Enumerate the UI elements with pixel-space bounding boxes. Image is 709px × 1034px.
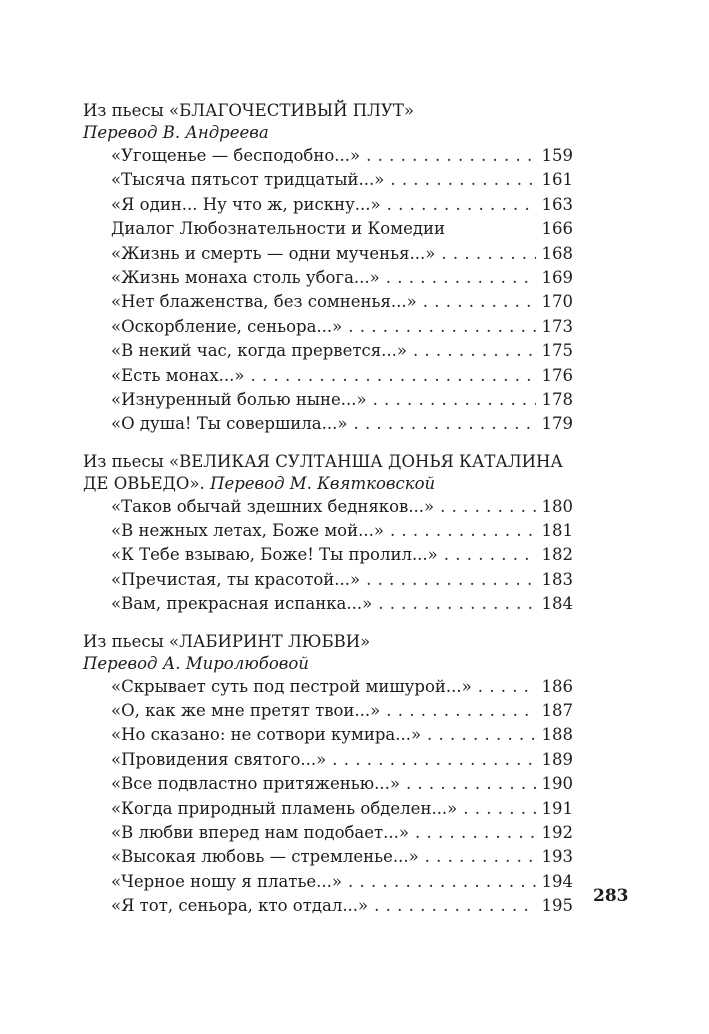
toc-entry [83,414,573,438]
dot-leader [463,799,535,818]
entry-title: «К Тебе взываю, Боже! Ты пролил...» [111,545,438,565]
entry-title: «Когда природный пламень обделен...» [111,798,458,818]
dot-leader [366,146,535,165]
entry-title: «Все подвластно притяженью...» [111,774,400,794]
entry-title: «Нет блаженства, без сомненья...» [111,292,417,312]
entry-page: 190 [541,774,573,794]
section-title-line-1: Из пьесы «ВЕЛИКАЯ СУЛТАНША ДОНЬЯ КАТАЛИНА [83,451,563,471]
toc-entry [83,570,573,594]
toc-entry [83,677,573,701]
toc-entry [83,390,573,414]
toc-entry [83,366,573,390]
entry-page: 169 [541,267,573,287]
dot-leader [332,750,535,769]
dot-leader [348,872,535,891]
dot-leader [413,341,536,360]
entry-page: 188 [541,725,573,745]
toc-entry [83,594,573,618]
toc-entry [83,268,573,292]
entry-title: «Оскорбление, сеньора...» [111,316,343,336]
entry-page: 191 [541,798,573,818]
toc-entry [83,170,573,194]
entry-title: «О, как же мне претят твои...» [111,701,381,721]
entry-title: «В нежных летах, Боже мой...» [111,521,384,541]
entry-page: 170 [541,292,573,312]
entry-title: Диалог Любознательности и Комедии [111,219,445,239]
dot-leader [348,317,535,336]
entry-list [83,677,573,921]
entry-page: 166 [541,219,573,239]
entry-title: «Но сказано: не сотвори кумира...» [111,725,422,745]
toc-entry [83,545,573,569]
entry-title: «Высокая любовь — стремленье...» [111,847,419,867]
toc-entry [83,219,573,243]
entry-page: 175 [541,341,573,361]
dot-leader [406,774,536,793]
toc-entry [83,292,573,316]
entry-title: «Черное ношу я платье...» [111,871,343,891]
toc-section-2 [83,451,573,619]
entry-page: 181 [541,521,573,541]
section-title: Из пьесы «БЛАГОЧЕСТИВЫЙ ПЛУТ» [83,101,414,120]
entry-page: 192 [541,822,573,842]
toc-entry [83,244,573,268]
dot-leader [390,170,535,189]
entry-title: «В любви вперед нам подобает...» [111,822,409,842]
entry-page: 186 [541,676,573,696]
entry-page: 194 [541,871,573,891]
entry-title: «Изнуренный болью ныне...» [111,389,367,409]
entry-page: 173 [541,316,573,336]
table-of-contents [83,100,573,933]
entry-title: «Скрывает суть под пестрой мишурой...» [111,676,472,696]
entry-page: 183 [541,569,573,589]
dot-leader [387,195,536,214]
entry-page: 168 [541,243,573,263]
dot-leader [353,414,535,433]
dot-leader [374,896,535,915]
entry-title: «Жизнь монаха столь убога...» [111,267,380,287]
entry-title: «Я тот, сеньора, кто отдал...» [111,896,369,916]
entry-title: «О душа! Ты совершила...» [111,414,348,434]
toc-entry [83,497,573,521]
dot-leader [386,268,536,287]
section-translator: Перевод А. Миролюбовой [83,653,309,673]
toc-entry [83,774,573,798]
toc-entry [83,823,573,847]
toc-entry [83,799,573,823]
section-translator: Перевод В. Андреева [83,123,269,142]
entry-page: 178 [541,389,573,409]
dot-leader [444,545,536,564]
dot-leader [373,390,536,409]
entry-page: 187 [541,701,573,721]
dot-leader [250,366,535,385]
entry-page: 195 [541,896,573,916]
entry-page: 184 [541,594,573,614]
toc-entry [83,341,573,365]
toc-section-1 [83,100,573,439]
entry-title: «Тысяча пятьсот тридцатый...» [111,170,385,190]
dot-leader [427,725,535,744]
entry-page: 189 [541,749,573,769]
dot-leader [441,244,535,263]
section-title-tail: ДЕ ОВЬЕДО». [83,473,205,493]
toc-entry [83,146,573,170]
entry-title: «Вам, прекрасная испанка...» [111,594,373,614]
entry-page: 159 [541,146,573,165]
entry-list [83,146,573,439]
toc-entry [83,521,573,545]
section-title-line-2 [83,473,573,495]
toc-entry [83,317,573,341]
dot-leader [425,847,536,866]
toc-entry [83,725,573,749]
toc-section-3 [83,631,573,921]
dot-leader [423,292,536,311]
page-number: 283 [593,886,629,906]
dot-leader [478,677,536,696]
entry-page: 182 [541,545,573,565]
entry-page: 180 [541,496,573,516]
dot-leader [440,497,535,516]
entry-page: 176 [541,365,573,385]
entry-title: «В некий час, когда прервется...» [111,341,407,361]
dot-leader [415,823,536,842]
entry-page: 161 [541,170,573,190]
toc-entry [83,750,573,774]
entry-list [83,497,573,619]
entry-title: «Угощенье — бесподобно...» [111,146,361,165]
toc-entry [83,195,573,219]
entry-page: 163 [541,194,573,214]
entry-title: «Жизнь и смерть — одни мученья...» [111,243,436,263]
entry-title: «Есть монах...» [111,365,245,385]
entry-page: 193 [541,847,573,867]
entry-title: «Я один... Ну что ж, рискну...» [111,194,381,214]
dot-leader [386,701,535,720]
dot-leader [366,570,535,589]
toc-entry [83,872,573,896]
toc-entry [83,896,573,920]
toc-entry [83,847,573,871]
dot-leader [390,521,536,540]
section-translator: Перевод М. Квятковской [210,473,436,493]
entry-title: «Пречистая, ты красотой...» [111,569,361,589]
entry-title: «Провидения святого...» [111,749,327,769]
toc-entry [83,701,573,725]
entry-page: 179 [541,414,573,434]
dot-leader [378,594,535,613]
section-title: Из пьесы «ЛАБИРИНТ ЛЮБВИ» [83,631,371,651]
entry-title: «Таков обычай здешних бедняков...» [111,496,435,516]
